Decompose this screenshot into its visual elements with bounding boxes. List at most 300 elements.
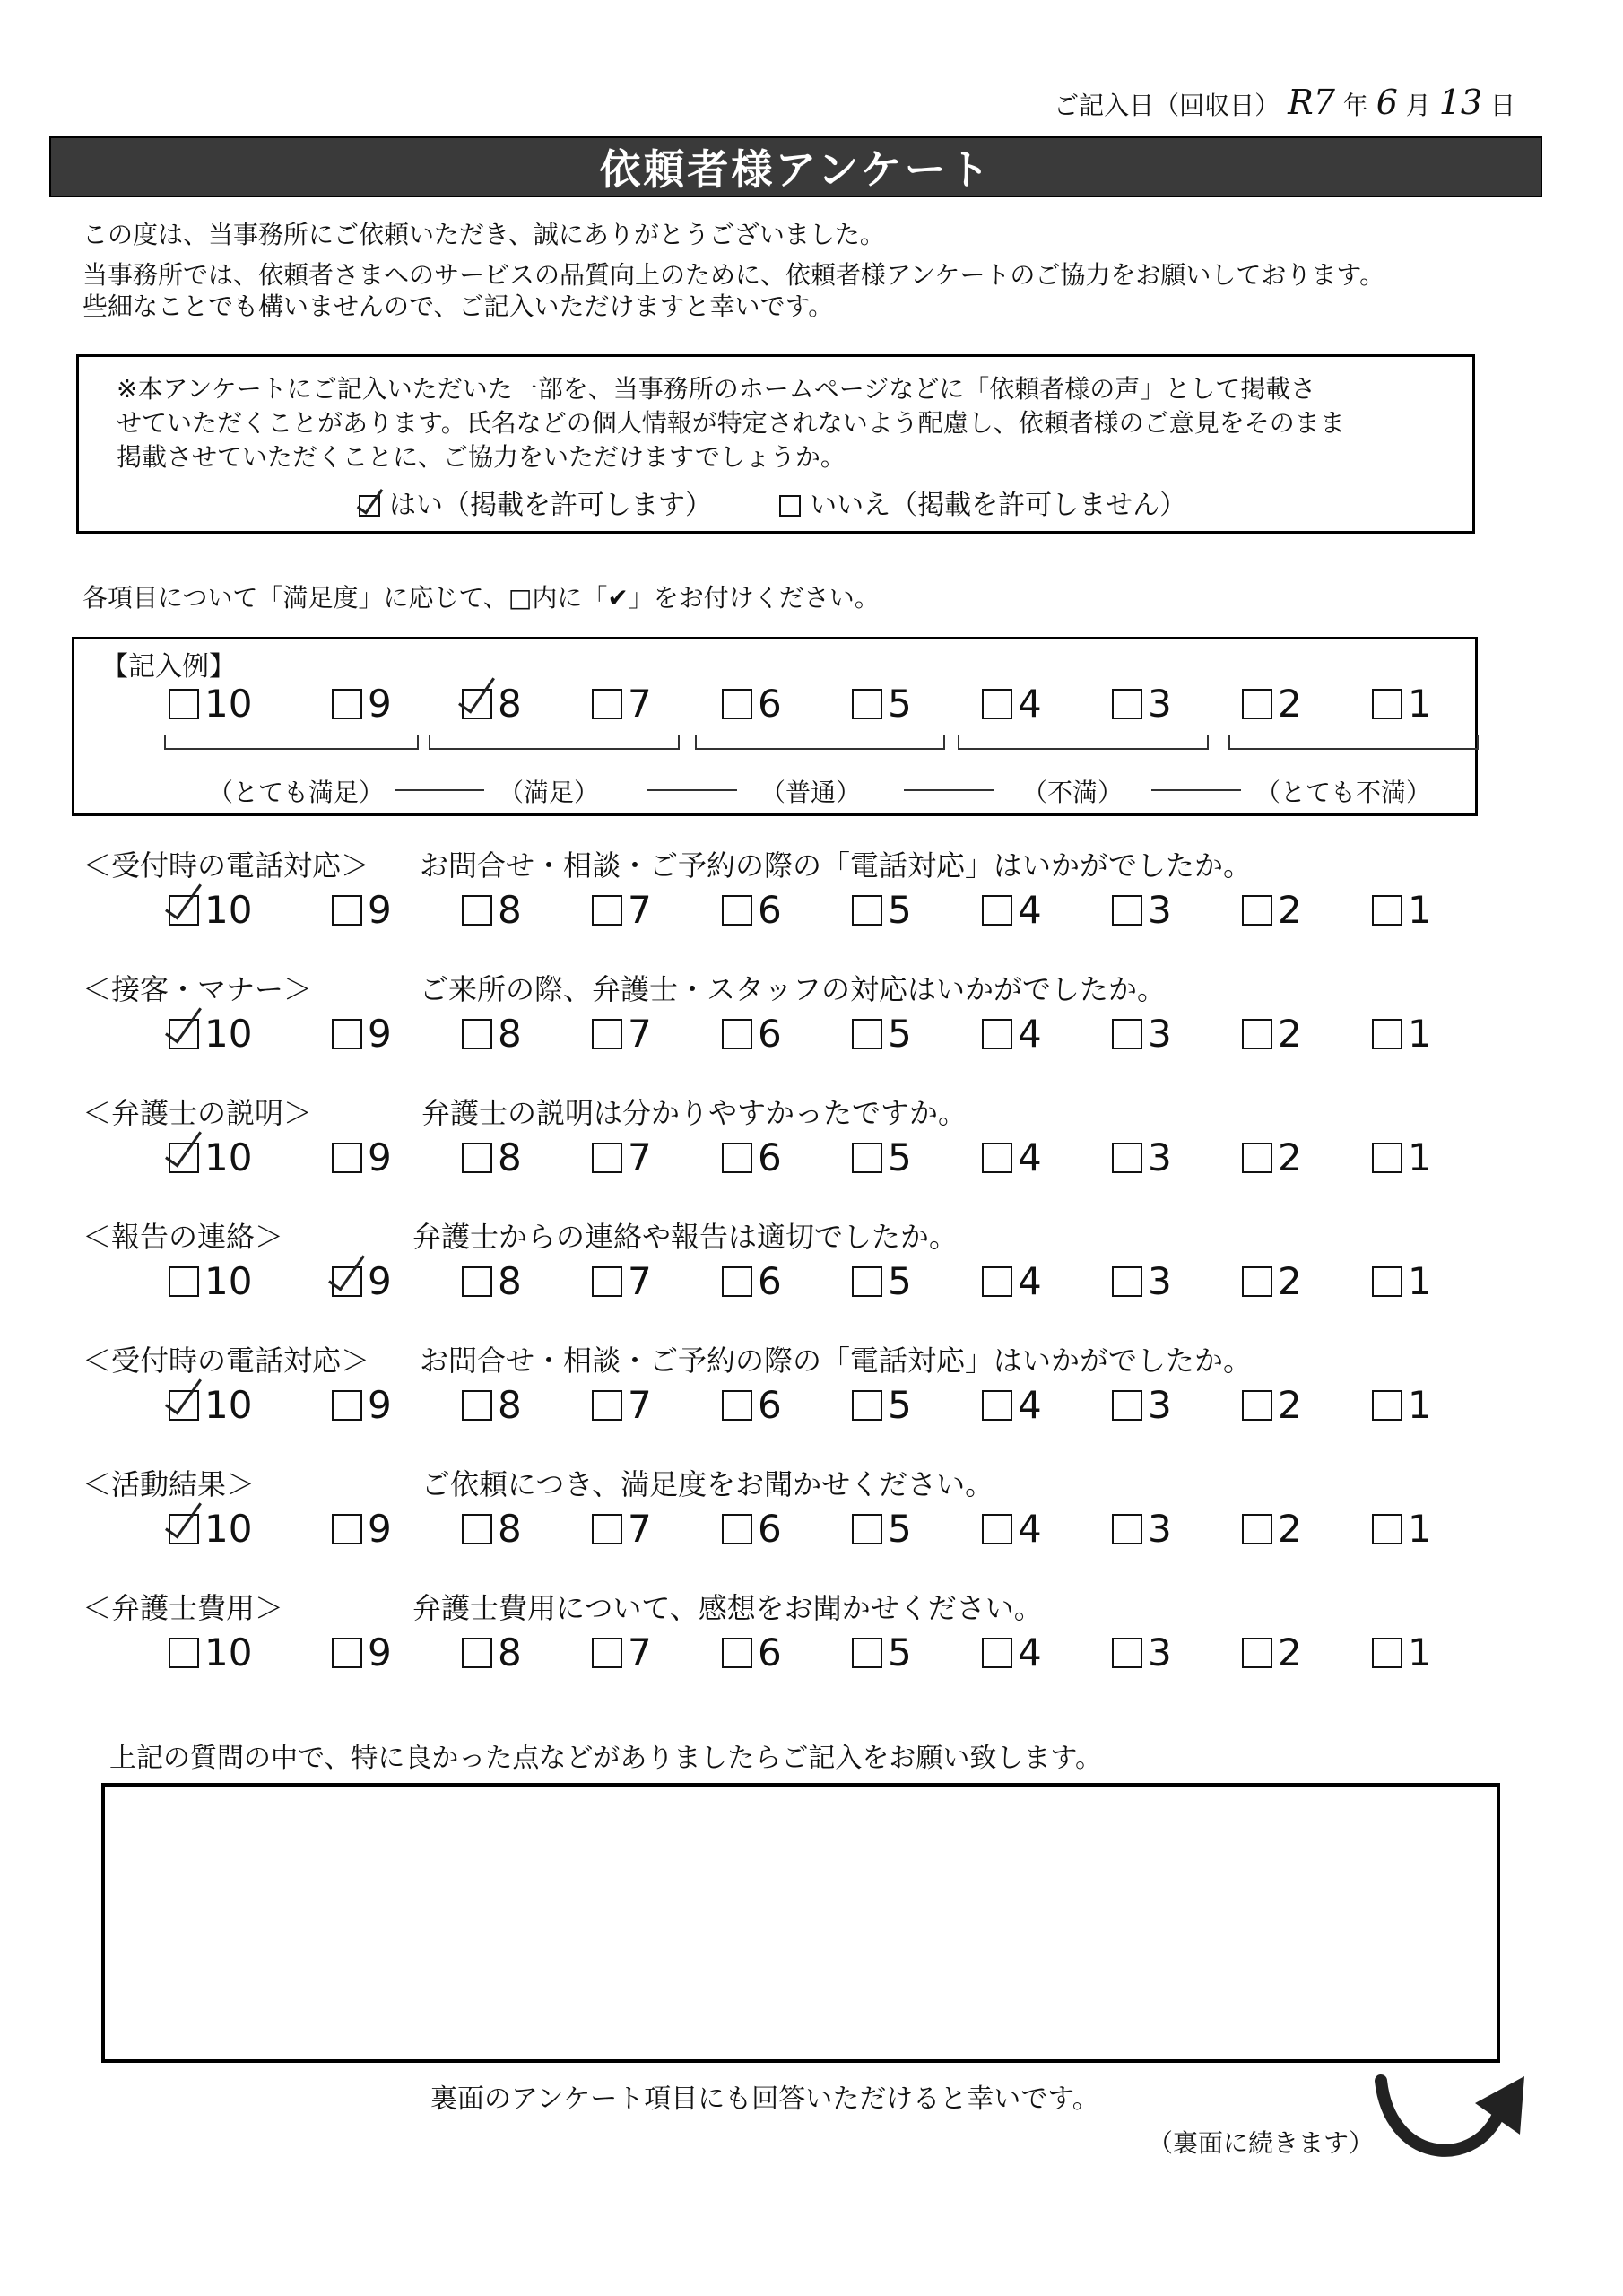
q4-value-2: 2 bbox=[1278, 1259, 1302, 1303]
example-checkbox-3[interactable] bbox=[1112, 689, 1142, 719]
q5-checkbox-6[interactable] bbox=[722, 1390, 752, 1421]
intro-line-2: 当事務所では、依頼者さまへのサービスの品質向上のために、依頼者様アンケートのご協力をお願いしております。 bbox=[82, 260, 1385, 290]
example-checkbox-5[interactable] bbox=[852, 689, 882, 719]
question-heading: ＜弁護士費用＞ bbox=[82, 1591, 284, 1625]
q2-value-1: 1 bbox=[1408, 1012, 1432, 1056]
q1-value-4: 4 bbox=[1018, 888, 1042, 932]
example-checkbox-7[interactable] bbox=[592, 689, 622, 719]
q5-value-5: 5 bbox=[888, 1383, 912, 1427]
q1-value-6: 6 bbox=[758, 888, 782, 932]
q6-value-5: 5 bbox=[888, 1507, 912, 1551]
q5-checkbox-7[interactable] bbox=[592, 1390, 622, 1421]
consent-no-checkbox[interactable] bbox=[779, 495, 801, 517]
instruction-text: 各項目について「満足度」に応じて、□内に「✔」をお付けください。 bbox=[82, 583, 880, 613]
q6-option-1[interactable] bbox=[1372, 1507, 1432, 1552]
q7-option-4[interactable] bbox=[982, 1631, 1042, 1675]
q7-value-8: 8 bbox=[498, 1631, 522, 1674]
submission-date bbox=[1054, 83, 1515, 122]
q7-checkbox-1[interactable] bbox=[1372, 1638, 1402, 1668]
q5-option-8[interactable] bbox=[462, 1383, 522, 1428]
q3-value-9: 9 bbox=[368, 1135, 392, 1179]
question-scale bbox=[0, 1631, 1623, 1675]
q2-value-5: 5 bbox=[888, 1012, 912, 1056]
example-checkbox-2[interactable] bbox=[1242, 689, 1272, 719]
q3-checkbox-1[interactable] bbox=[1372, 1143, 1402, 1173]
q7-value-9: 9 bbox=[368, 1631, 392, 1674]
q3-value-5: 5 bbox=[888, 1135, 912, 1179]
q3-checkbox-6[interactable] bbox=[722, 1143, 752, 1173]
q1-option-5[interactable] bbox=[852, 888, 912, 933]
q3-checkbox-8[interactable] bbox=[462, 1143, 492, 1173]
q3-option-10[interactable] bbox=[169, 1135, 252, 1180]
date-month[interactable]: 6 bbox=[1376, 83, 1398, 122]
example-option-1[interactable] bbox=[1372, 682, 1432, 726]
q3-value-4: 4 bbox=[1018, 1135, 1042, 1179]
q6-option-7[interactable] bbox=[592, 1507, 652, 1552]
q7-option-1[interactable] bbox=[1372, 1631, 1432, 1675]
q3-option-3[interactable] bbox=[1112, 1135, 1172, 1180]
q5-option-6[interactable] bbox=[722, 1383, 782, 1428]
q6-value-8: 8 bbox=[498, 1507, 522, 1551]
q3-checkbox-3[interactable] bbox=[1112, 1143, 1142, 1173]
q6-checkbox-2[interactable] bbox=[1242, 1514, 1272, 1544]
q1-value-9: 9 bbox=[368, 888, 392, 932]
q4-checkbox-8[interactable] bbox=[462, 1266, 492, 1297]
example-value-10: 10 bbox=[204, 682, 253, 726]
example-value-1: 1 bbox=[1408, 682, 1432, 726]
question-scale bbox=[0, 1507, 1623, 1552]
q7-checkbox-5[interactable] bbox=[852, 1638, 882, 1668]
q1-value-10: 10 bbox=[204, 888, 253, 932]
date-year-unit: 年 bbox=[1342, 91, 1368, 120]
question-text: 弁護士の説明は分かりやすかったですか。 bbox=[421, 1096, 968, 1130]
q7-checkbox-10[interactable] bbox=[169, 1638, 199, 1668]
q7-value-5: 5 bbox=[888, 1631, 912, 1674]
q6-value-6: 6 bbox=[758, 1507, 782, 1551]
q1-option-4[interactable] bbox=[982, 888, 1042, 933]
q3-checkbox-5[interactable] bbox=[852, 1143, 882, 1173]
q1-value-8: 8 bbox=[498, 888, 522, 932]
question-scale bbox=[0, 1012, 1623, 1057]
q3-value-8: 8 bbox=[498, 1135, 522, 1179]
brace-very-dissatisfied bbox=[1228, 735, 1479, 750]
q3-value-3: 3 bbox=[1148, 1135, 1172, 1179]
example-value-3: 3 bbox=[1148, 682, 1172, 726]
q2-option-3[interactable] bbox=[1112, 1012, 1172, 1057]
q1-checkbox-4[interactable] bbox=[982, 895, 1012, 926]
q4-option-5[interactable] bbox=[852, 1259, 912, 1304]
q5-option-2[interactable] bbox=[1242, 1383, 1302, 1428]
example-option-3[interactable] bbox=[1112, 682, 1172, 726]
q3-value-1: 1 bbox=[1408, 1135, 1432, 1179]
example-option-5[interactable] bbox=[852, 682, 912, 726]
question-text: ご来所の際、弁護士・スタッフの対応はいかがでしたか。 bbox=[420, 972, 1167, 1006]
example-scale bbox=[0, 682, 1623, 726]
q4-value-1: 1 bbox=[1408, 1259, 1432, 1303]
q5-option-3[interactable] bbox=[1112, 1383, 1172, 1428]
consent-no-label: いいえ（掲載を許可しません） bbox=[810, 490, 1187, 521]
question-heading: ＜受付時の電話対応＞ bbox=[82, 848, 370, 883]
q1-checkbox-10[interactable] bbox=[169, 895, 199, 926]
question-text: ご依頼につき、満足度をお聞かせください。 bbox=[421, 1467, 994, 1501]
intro-line-3: 些細なことでも構いませんので、ご記入いただけますと幸いです。 bbox=[82, 291, 834, 321]
q1-option-9[interactable] bbox=[332, 888, 392, 933]
q2-checkbox-10[interactable] bbox=[169, 1019, 199, 1049]
q7-option-2[interactable] bbox=[1242, 1631, 1302, 1675]
example-checkbox-9[interactable] bbox=[332, 689, 362, 719]
q4-value-8: 8 bbox=[498, 1259, 522, 1303]
example-value-9: 9 bbox=[368, 682, 392, 726]
date-day-unit: 日 bbox=[1489, 91, 1515, 120]
q2-value-2: 2 bbox=[1278, 1012, 1302, 1056]
q4-option-6[interactable] bbox=[722, 1259, 782, 1304]
q7-value-10: 10 bbox=[204, 1631, 253, 1674]
q4-checkbox-6[interactable] bbox=[722, 1266, 752, 1297]
example-checkbox-10[interactable] bbox=[169, 689, 199, 719]
q1-option-7[interactable] bbox=[592, 888, 652, 933]
q1-option-10[interactable] bbox=[169, 888, 252, 933]
q4-value-3: 3 bbox=[1148, 1259, 1172, 1303]
q4-option-3[interactable] bbox=[1112, 1259, 1172, 1304]
q1-checkbox-7[interactable] bbox=[592, 895, 622, 926]
q6-value-1: 1 bbox=[1408, 1507, 1432, 1551]
scale-dash bbox=[1151, 789, 1241, 791]
q2-value-10: 10 bbox=[204, 1012, 253, 1056]
page-title: 依頼者様アンケート bbox=[599, 145, 993, 194]
q5-value-2: 2 bbox=[1278, 1383, 1302, 1427]
q5-checkbox-5[interactable] bbox=[852, 1390, 882, 1421]
brace-satisfied bbox=[429, 735, 680, 750]
intro-line-1: この度は、当事務所にご依頼いただき、誠にありがとうございました。 bbox=[82, 220, 885, 249]
scale-dash bbox=[395, 789, 484, 791]
brace-dissatisfied bbox=[958, 735, 1209, 750]
q1-value-1: 1 bbox=[1408, 888, 1432, 932]
q1-option-8[interactable] bbox=[462, 888, 522, 933]
example-checkbox-1[interactable] bbox=[1372, 689, 1402, 719]
date-day[interactable]: 13 bbox=[1438, 83, 1483, 122]
q1-checkbox-6[interactable] bbox=[722, 895, 752, 926]
comment-prompt: 上記の質問の中で、特に良かった点などがありましたらご記入をお願い致します。 bbox=[109, 1743, 1102, 1774]
q1-checkbox-5[interactable] bbox=[852, 895, 882, 926]
question-heading: ＜弁護士の説明＞ bbox=[82, 1096, 313, 1130]
q5-option-1[interactable] bbox=[1372, 1383, 1432, 1428]
q5-checkbox-9[interactable] bbox=[332, 1390, 362, 1421]
example-value-4: 4 bbox=[1018, 682, 1042, 726]
q6-value-7: 7 bbox=[628, 1507, 652, 1551]
q1-option-6[interactable] bbox=[722, 888, 782, 933]
example-label: 【記入例】 bbox=[101, 651, 236, 683]
q1-value-3: 3 bbox=[1148, 888, 1172, 932]
q7-value-1: 1 bbox=[1408, 1631, 1432, 1674]
q7-option-8[interactable] bbox=[462, 1631, 522, 1675]
q2-checkbox-5[interactable] bbox=[852, 1019, 882, 1049]
q4-option-10[interactable] bbox=[169, 1259, 252, 1304]
q5-option-9[interactable] bbox=[332, 1383, 392, 1428]
q3-option-6[interactable] bbox=[722, 1135, 782, 1180]
q2-option-10[interactable] bbox=[169, 1012, 252, 1057]
question-heading: ＜接客・マナー＞ bbox=[82, 972, 313, 1006]
q4-checkbox-7[interactable] bbox=[592, 1266, 622, 1297]
q1-value-7: 7 bbox=[628, 888, 652, 932]
q5-value-9: 9 bbox=[368, 1383, 392, 1427]
q7-checkbox-2[interactable] bbox=[1242, 1638, 1272, 1668]
q2-option-9[interactable] bbox=[332, 1012, 392, 1057]
question-scale bbox=[0, 1135, 1623, 1180]
q4-checkbox-2[interactable] bbox=[1242, 1266, 1272, 1297]
q5-value-10: 10 bbox=[204, 1383, 253, 1427]
q2-checkbox-3[interactable] bbox=[1112, 1019, 1142, 1049]
q5-checkbox-1[interactable] bbox=[1372, 1390, 1402, 1421]
q5-option-4[interactable] bbox=[982, 1383, 1042, 1428]
q3-checkbox-4[interactable] bbox=[982, 1143, 1012, 1173]
date-label: ご記入日（回収日） bbox=[1054, 91, 1280, 120]
q3-option-5[interactable] bbox=[852, 1135, 912, 1180]
q7-option-7[interactable] bbox=[592, 1631, 652, 1675]
q5-option-5[interactable] bbox=[852, 1383, 912, 1428]
consent-yes-option[interactable] bbox=[359, 490, 712, 521]
q5-value-4: 4 bbox=[1018, 1383, 1042, 1427]
question-heading: ＜報告の連絡＞ bbox=[82, 1220, 284, 1254]
q2-option-8[interactable] bbox=[462, 1012, 522, 1057]
q7-option-10[interactable] bbox=[169, 1631, 252, 1675]
example-checkbox-4[interactable] bbox=[982, 689, 1012, 719]
q4-option-8[interactable] bbox=[462, 1259, 522, 1304]
scale-label-very-dissatisfied: （とても不満） bbox=[1255, 778, 1432, 807]
q6-option-9[interactable] bbox=[332, 1507, 392, 1552]
q3-checkbox-7[interactable] bbox=[592, 1143, 622, 1173]
q4-checkbox-5[interactable] bbox=[852, 1266, 882, 1297]
q7-checkbox-4[interactable] bbox=[982, 1638, 1012, 1668]
q7-checkbox-6[interactable] bbox=[722, 1638, 752, 1668]
q2-value-7: 7 bbox=[628, 1012, 652, 1056]
q1-value-5: 5 bbox=[888, 888, 912, 932]
q4-checkbox-9[interactable] bbox=[332, 1266, 362, 1297]
q6-checkbox-7[interactable] bbox=[592, 1514, 622, 1544]
example-value-5: 5 bbox=[888, 682, 912, 726]
consent-yes-label: はい（掲載を許可します） bbox=[389, 490, 712, 521]
example-option-8[interactable] bbox=[462, 682, 522, 726]
q4-option-7[interactable] bbox=[592, 1259, 652, 1304]
q7-value-7: 7 bbox=[628, 1631, 652, 1674]
q3-option-4[interactable] bbox=[982, 1135, 1042, 1180]
question-scale bbox=[0, 1383, 1623, 1428]
example-value-7: 7 bbox=[628, 682, 652, 726]
q7-option-3[interactable] bbox=[1112, 1631, 1172, 1675]
q5-checkbox-3[interactable] bbox=[1112, 1390, 1142, 1421]
q3-checkbox-2[interactable] bbox=[1242, 1143, 1272, 1173]
q2-option-4[interactable] bbox=[982, 1012, 1042, 1057]
example-option-7[interactable] bbox=[592, 682, 652, 726]
q6-checkbox-10[interactable] bbox=[169, 1514, 199, 1544]
q2-checkbox-8[interactable] bbox=[462, 1019, 492, 1049]
question-text: お問合せ・相談・ご予約の際の「電話対応」はいかがでしたか。 bbox=[420, 1344, 1253, 1378]
q6-checkbox-4[interactable] bbox=[982, 1514, 1012, 1544]
q2-checkbox-1[interactable] bbox=[1372, 1019, 1402, 1049]
q5-value-3: 3 bbox=[1148, 1383, 1172, 1427]
q6-option-5[interactable] bbox=[852, 1507, 912, 1552]
scale-label-neutral: （普通） bbox=[760, 778, 862, 807]
q3-value-7: 7 bbox=[628, 1135, 652, 1179]
question-scale bbox=[0, 1259, 1623, 1304]
example-option-6[interactable] bbox=[722, 682, 782, 726]
q7-checkbox-3[interactable] bbox=[1112, 1638, 1142, 1668]
q4-option-4[interactable] bbox=[982, 1259, 1042, 1304]
q5-value-8: 8 bbox=[498, 1383, 522, 1427]
q2-value-4: 4 bbox=[1018, 1012, 1042, 1056]
consent-line-1: ※本アンケートにご記入いただいた一部を、当事務所のホームページなどに「依頼者様の声」として掲載さ bbox=[117, 374, 1316, 404]
q6-checkbox-9[interactable] bbox=[332, 1514, 362, 1544]
q4-value-10: 10 bbox=[204, 1259, 253, 1303]
q7-value-4: 4 bbox=[1018, 1631, 1042, 1674]
q3-option-1[interactable] bbox=[1372, 1135, 1432, 1180]
example-checkbox-8[interactable] bbox=[462, 689, 492, 719]
q5-checkbox-4[interactable] bbox=[982, 1390, 1012, 1421]
q5-checkbox-10[interactable] bbox=[169, 1390, 199, 1421]
consent-no-option[interactable] bbox=[779, 490, 1186, 521]
q4-checkbox-4[interactable] bbox=[982, 1266, 1012, 1297]
q2-checkbox-6[interactable] bbox=[722, 1019, 752, 1049]
q1-checkbox-9[interactable] bbox=[332, 895, 362, 926]
q7-option-5[interactable] bbox=[852, 1631, 912, 1675]
q5-option-7[interactable] bbox=[592, 1383, 652, 1428]
q5-value-6: 6 bbox=[758, 1383, 782, 1427]
q6-value-4: 4 bbox=[1018, 1507, 1042, 1551]
q2-option-6[interactable] bbox=[722, 1012, 782, 1057]
example-value-8: 8 bbox=[498, 682, 522, 726]
q4-value-4: 4 bbox=[1018, 1259, 1042, 1303]
q6-option-4[interactable] bbox=[982, 1507, 1042, 1552]
q4-checkbox-10[interactable] bbox=[169, 1266, 199, 1297]
q4-value-6: 6 bbox=[758, 1259, 782, 1303]
q6-value-3: 3 bbox=[1148, 1507, 1172, 1551]
q3-option-9[interactable] bbox=[332, 1135, 392, 1180]
question-text: お問合せ・相談・ご予約の際の「電話対応」はいかがでしたか。 bbox=[420, 848, 1253, 883]
q7-value-3: 3 bbox=[1148, 1631, 1172, 1674]
consent-yes-checkbox[interactable] bbox=[359, 495, 380, 517]
q2-checkbox-4[interactable] bbox=[982, 1019, 1012, 1049]
example-checkbox-6[interactable] bbox=[722, 689, 752, 719]
example-option-10[interactable] bbox=[169, 682, 252, 726]
q3-option-8[interactable] bbox=[462, 1135, 522, 1180]
q1-checkbox-2[interactable] bbox=[1242, 895, 1272, 926]
q5-checkbox-8[interactable] bbox=[462, 1390, 492, 1421]
q7-option-9[interactable] bbox=[332, 1631, 392, 1675]
scale-label-very-satisfied: （とても満足） bbox=[208, 778, 385, 807]
q5-checkbox-2[interactable] bbox=[1242, 1390, 1272, 1421]
example-value-2: 2 bbox=[1278, 682, 1302, 726]
brace-neutral bbox=[695, 735, 945, 750]
scale-label-satisfied: （満足） bbox=[499, 778, 600, 807]
q4-value-5: 5 bbox=[888, 1259, 912, 1303]
q7-value-6: 6 bbox=[758, 1631, 782, 1674]
q4-option-1[interactable] bbox=[1372, 1259, 1432, 1304]
q2-value-3: 3 bbox=[1148, 1012, 1172, 1056]
q6-option-10[interactable] bbox=[169, 1507, 252, 1552]
q3-checkbox-10[interactable] bbox=[169, 1143, 199, 1173]
q2-checkbox-7[interactable] bbox=[592, 1019, 622, 1049]
q6-option-8[interactable] bbox=[462, 1507, 522, 1552]
q3-option-2[interactable] bbox=[1242, 1135, 1302, 1180]
q2-value-6: 6 bbox=[758, 1012, 782, 1056]
q6-checkbox-8[interactable] bbox=[462, 1514, 492, 1544]
back-page-note: 裏面のアンケート項目にも回答いただけると幸いです。 bbox=[430, 2083, 1099, 2115]
date-era[interactable]: R7 bbox=[1288, 83, 1335, 122]
q6-option-2[interactable] bbox=[1242, 1507, 1302, 1552]
q6-value-2: 2 bbox=[1278, 1507, 1302, 1551]
q7-checkbox-9[interactable] bbox=[332, 1638, 362, 1668]
scale-dash bbox=[904, 789, 994, 791]
q4-value-9: 9 bbox=[368, 1259, 392, 1303]
q7-value-2: 2 bbox=[1278, 1631, 1302, 1674]
q5-option-10[interactable] bbox=[169, 1383, 252, 1428]
q1-option-3[interactable] bbox=[1112, 888, 1172, 933]
comment-field[interactable] bbox=[101, 1783, 1500, 2063]
q5-value-7: 7 bbox=[628, 1383, 652, 1427]
q7-checkbox-7[interactable] bbox=[592, 1638, 622, 1668]
q1-checkbox-1[interactable] bbox=[1372, 895, 1402, 926]
question-heading: ＜受付時の電話対応＞ bbox=[82, 1344, 370, 1378]
q2-option-5[interactable] bbox=[852, 1012, 912, 1057]
date-month-unit: 月 bbox=[1405, 91, 1431, 120]
example-option-2[interactable] bbox=[1242, 682, 1302, 726]
q6-checkbox-6[interactable] bbox=[722, 1514, 752, 1544]
q6-option-6[interactable] bbox=[722, 1507, 782, 1552]
q4-option-2[interactable] bbox=[1242, 1259, 1302, 1304]
consent-line-3: 掲載させていただくことに、ご協力をいただけますでしょうか。 bbox=[117, 442, 846, 472]
scale-dash bbox=[647, 789, 737, 791]
question-text: 弁護士からの連絡や報告は適切でしたか。 bbox=[412, 1220, 959, 1254]
q6-value-9: 9 bbox=[368, 1507, 392, 1551]
q2-value-9: 9 bbox=[368, 1012, 392, 1056]
consent-line-2: せていただくことがあります。氏名などの個人情報が特定されないよう配慮し、依頼者様のご意見をそのまま bbox=[117, 408, 1345, 438]
q2-checkbox-9[interactable] bbox=[332, 1019, 362, 1049]
q4-checkbox-1[interactable] bbox=[1372, 1266, 1402, 1297]
curved-arrow-icon bbox=[1372, 2063, 1533, 2170]
question-text: 弁護士費用について、感想をお聞かせください。 bbox=[412, 1591, 1043, 1625]
q1-checkbox-3[interactable] bbox=[1112, 895, 1142, 926]
q7-checkbox-8[interactable] bbox=[462, 1638, 492, 1668]
q3-option-7[interactable] bbox=[592, 1135, 652, 1180]
q3-checkbox-9[interactable] bbox=[332, 1143, 362, 1173]
q6-checkbox-5[interactable] bbox=[852, 1514, 882, 1544]
consent-options bbox=[359, 483, 1186, 522]
title-bar bbox=[49, 136, 1542, 197]
q4-checkbox-3[interactable] bbox=[1112, 1266, 1142, 1297]
q2-checkbox-2[interactable] bbox=[1242, 1019, 1272, 1049]
q2-value-8: 8 bbox=[498, 1012, 522, 1056]
continue-note: （裏面に続きます） bbox=[1148, 2128, 1375, 2158]
q1-option-2[interactable] bbox=[1242, 888, 1302, 933]
q6-option-3[interactable] bbox=[1112, 1507, 1172, 1552]
q5-value-1: 1 bbox=[1408, 1383, 1432, 1427]
q4-value-7: 7 bbox=[628, 1259, 652, 1303]
example-option-9[interactable] bbox=[332, 682, 392, 726]
q1-checkbox-8[interactable] bbox=[462, 895, 492, 926]
q2-option-7[interactable] bbox=[592, 1012, 652, 1057]
q1-option-1[interactable] bbox=[1372, 888, 1432, 933]
scale-label-dissatisfied: （不満） bbox=[1022, 778, 1124, 807]
q3-value-10: 10 bbox=[204, 1135, 253, 1179]
example-option-4[interactable] bbox=[982, 682, 1042, 726]
q2-option-1[interactable] bbox=[1372, 1012, 1432, 1057]
q3-value-6: 6 bbox=[758, 1135, 782, 1179]
example-value-6: 6 bbox=[758, 682, 782, 726]
q6-checkbox-1[interactable] bbox=[1372, 1514, 1402, 1544]
q2-option-2[interactable] bbox=[1242, 1012, 1302, 1057]
q6-checkbox-3[interactable] bbox=[1112, 1514, 1142, 1544]
q7-option-6[interactable] bbox=[722, 1631, 782, 1675]
q4-option-9[interactable] bbox=[332, 1259, 392, 1304]
